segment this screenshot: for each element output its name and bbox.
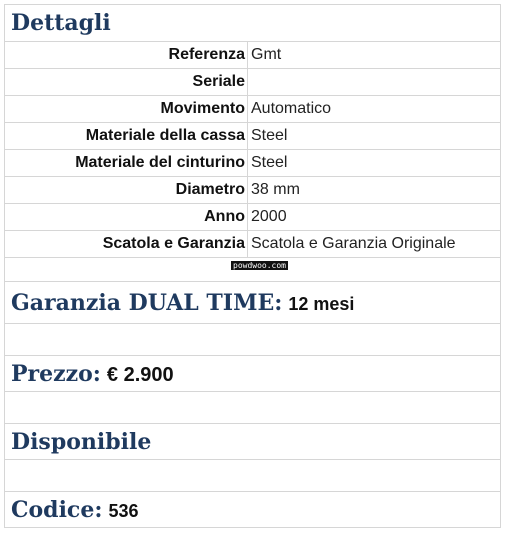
spec-row-serial <box>5 69 501 96</box>
details-table <box>4 4 501 528</box>
code-value: 536 <box>108 500 139 521</box>
spacer-row <box>5 324 501 356</box>
spec-value: 2000 <box>248 204 501 231</box>
spec-row-movement <box>5 96 501 123</box>
spec-label: Seriale <box>5 69 248 96</box>
spec-row-strap-material <box>5 150 501 177</box>
spec-row-box-papers <box>5 231 501 258</box>
spec-label: Diametro <box>5 177 248 204</box>
availability-row <box>5 424 501 460</box>
code-label: Codice: <box>11 496 103 523</box>
spec-row-reference <box>5 42 501 69</box>
spacer-row <box>5 460 501 492</box>
spacer-row <box>5 392 501 424</box>
details-title: Dettagli <box>11 10 111 36</box>
spec-row-year <box>5 204 501 231</box>
price-row <box>5 356 501 392</box>
spec-label: Referenza <box>5 42 248 69</box>
spec-label: Movimento <box>5 96 248 123</box>
price-label: Prezzo: <box>11 360 101 387</box>
spec-value: Steel <box>248 123 501 150</box>
spec-value: 38 mm <box>248 177 501 204</box>
spec-value <box>248 69 501 96</box>
spec-label: Scatola e Garanzia <box>5 231 248 258</box>
spec-label: Materiale della cassa <box>5 123 248 150</box>
spec-label: Materiale del cinturino <box>5 150 248 177</box>
spec-label: Anno <box>5 204 248 231</box>
code-row <box>5 492 501 528</box>
spec-value: Scatola e Garanzia Originale <box>248 231 501 258</box>
spec-row-diameter <box>5 177 501 204</box>
price-value: € 2.900 <box>106 363 174 386</box>
spec-value: Gmt <box>248 42 501 69</box>
spec-row-case-material <box>5 123 501 150</box>
warranty-row <box>5 282 501 324</box>
details-heading <box>5 5 501 42</box>
availability-label: Disponibile <box>11 428 152 455</box>
watermark: powdwoo.com <box>233 260 286 270</box>
warranty-label: Garanzia DUAL TIME: <box>11 289 283 316</box>
spec-value: Steel <box>248 150 501 177</box>
warranty-value: 12 mesi <box>288 293 355 314</box>
spec-value: Automatico <box>248 96 501 123</box>
watermark-row <box>5 258 501 282</box>
